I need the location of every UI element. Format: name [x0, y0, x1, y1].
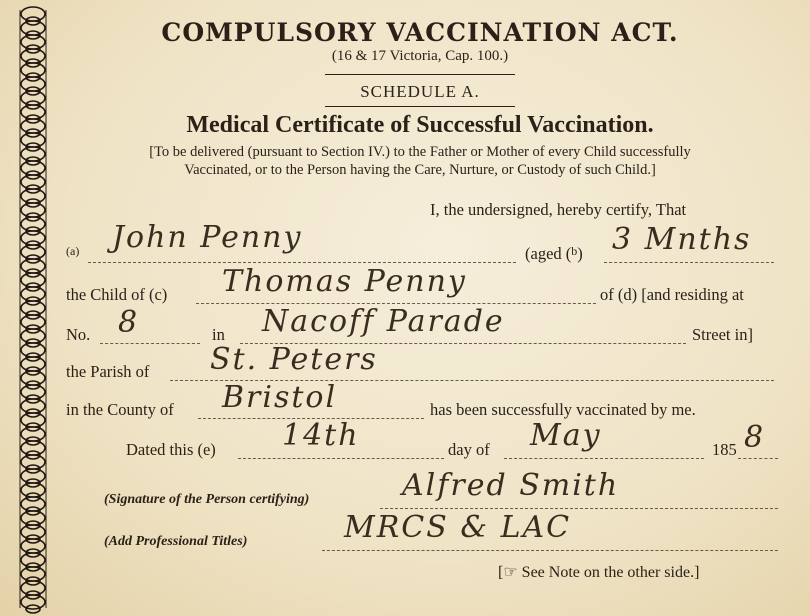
- mark-b: b: [571, 244, 578, 258]
- child-name-handwriting: John Penny: [112, 220, 303, 255]
- note-text: See Note on the other side.]: [521, 564, 700, 581]
- aged-label: (aged ($^b$): [525, 244, 583, 263]
- footer-note: [498, 562, 699, 582]
- certificate-heading: Medical Certificate of Successful Vaccination.: [186, 112, 654, 138]
- parish-label: the Parish of: [66, 362, 150, 381]
- number-label: No.: [66, 325, 91, 344]
- father-handwriting: Thomas Penny: [222, 264, 467, 299]
- titles-label: (Add Professional Titles): [104, 534, 248, 549]
- name-line: [88, 262, 516, 263]
- age-line: [604, 262, 774, 263]
- titles-line: [322, 550, 778, 551]
- pointing-hand-icon: [☞: [498, 564, 518, 581]
- year-prefix: 185: [712, 440, 737, 459]
- signature-label: (Signature of the Person certifying): [104, 492, 310, 507]
- day-handwriting: 14th: [282, 418, 360, 453]
- schedule-label: SCHEDULE A.: [360, 82, 480, 101]
- document-title: COMPULSORY VACCINATION ACT.: [161, 18, 679, 47]
- divider-top: [325, 74, 515, 75]
- intro-line-2: Vaccinated, or to the Person having the Care, Nurture, or Custody of such Child.]: [184, 162, 656, 178]
- act-citation: (16 & 17 Victoria, Cap. 100.): [331, 48, 509, 64]
- divider-bottom: [325, 106, 515, 107]
- house-number-line: [100, 343, 200, 344]
- year-handwriting: 8: [744, 420, 766, 455]
- intro-line-1: [To be delivered (pursuant to Section IV.) to the Father or Mother of every Child successfully: [149, 144, 691, 160]
- dated-label: Dated this (e): [126, 440, 216, 459]
- mark-a: (a): [66, 244, 80, 258]
- signature-line: [380, 508, 778, 509]
- day-of-label: day of: [448, 440, 490, 459]
- in-label: in: [212, 325, 225, 344]
- parish-handwriting: St. Peters: [210, 342, 378, 377]
- county-handwriting: Bristol: [222, 380, 338, 415]
- month-line: [504, 458, 704, 459]
- signature-handwriting: Alfred Smith: [402, 468, 620, 503]
- year-line: [738, 458, 778, 459]
- certify-text: I, the undersigned, hereby certify, That: [430, 200, 687, 219]
- child-of-label: the Child of (c): [66, 285, 168, 304]
- street-handwriting: Nacoff Parade: [262, 304, 505, 339]
- vaccinated-statement: has been successfully vaccinated by me.: [430, 400, 696, 419]
- street-in-label: Street in]: [692, 325, 753, 344]
- county-label: in the County of: [66, 400, 174, 419]
- titles-handwriting: MRCS & LAC: [344, 510, 572, 545]
- day-line: [238, 458, 444, 459]
- residing-label: of (d) [and residing at: [600, 285, 744, 304]
- age-handwriting: 3 Mnths: [612, 222, 752, 257]
- month-handwriting: May: [530, 418, 602, 453]
- house-number-handwriting: 8: [118, 305, 140, 340]
